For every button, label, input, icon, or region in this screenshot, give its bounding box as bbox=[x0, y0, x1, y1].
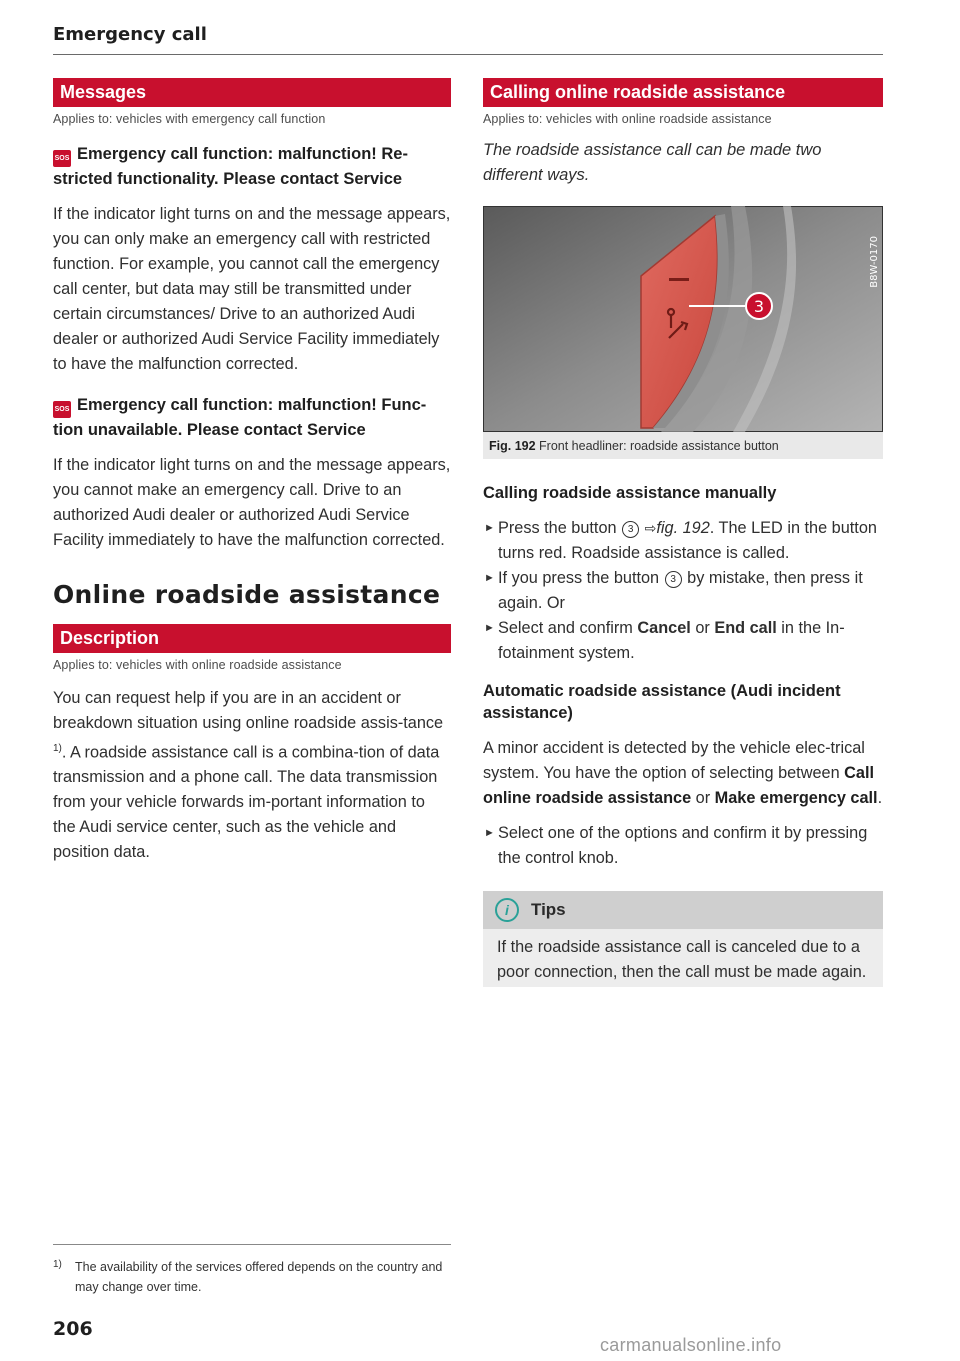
footnote-ref[interactable]: 1) bbox=[53, 743, 62, 754]
description-applies-to: Applies to: vehicles with online roadside assistance bbox=[53, 658, 342, 672]
bullet-arrow-icon: ► bbox=[484, 522, 495, 534]
manual-step-1: ► Press the button 3 ⇨fig. 192. The LED in the button turns red. Roadside assistance is called. bbox=[483, 516, 883, 566]
headliner-button-illustration bbox=[483, 206, 883, 432]
figure-code: B8W-0170 bbox=[869, 236, 880, 288]
left-column bbox=[53, 78, 451, 865]
message-1-title: SOS Emergency call function: malfunction! Re-stricted functionality. Please contact Service bbox=[53, 145, 408, 188]
button-3-ref-icon: 3 bbox=[622, 521, 639, 538]
tips-header: i Tips bbox=[483, 891, 883, 929]
fig-link[interactable]: fig. 192 bbox=[656, 519, 710, 537]
sos-icon: SOS bbox=[53, 150, 71, 167]
xref-arrow-icon: ⇨ bbox=[644, 520, 657, 536]
page-number: 206 bbox=[53, 1318, 93, 1340]
messages-section-title: Messages bbox=[53, 78, 451, 107]
tips-text: If the roadside assistance call is canceled due to a poor connection, then the call must be made again. bbox=[497, 938, 867, 981]
footnote bbox=[53, 1257, 451, 1297]
description-section-title: Description bbox=[53, 624, 451, 653]
bullet-arrow-icon: ► bbox=[484, 622, 495, 634]
right-column bbox=[483, 78, 883, 987]
messages-applies-to: Applies to: vehicles with emergency call function bbox=[53, 112, 326, 126]
message-2-title: SOS Emergency call function: malfunction! Func-tion unavailable. Please contact Service bbox=[53, 396, 427, 439]
svg-text:3: 3 bbox=[753, 297, 765, 316]
figure-caption: Fig. 192 Front headliner: roadside assistance button bbox=[489, 439, 779, 453]
automatic-heading: Automatic roadside assistance (Audi incident assistance) bbox=[483, 682, 841, 722]
automatic-step: ► Select one of the options and confirm it by pressing the control knob. bbox=[483, 821, 883, 871]
watermark: carmanualsonline.info bbox=[600, 1335, 782, 1355]
message-1-body: If the indicator light turns on and the message appears, you can only make an emergency call with restricted function. For example, you cannot call the emergency call center, but data may still be transmitted under certain circumstances/ Drive to an authorized Audi dealer or authorized Audi Service Facility immediately to have the malfunction corrected. bbox=[53, 205, 451, 373]
figure-192 bbox=[483, 206, 883, 459]
calling-applies-to: Applies to: vehicles with online roadside assistance bbox=[483, 112, 772, 126]
calling-intro: The roadside assistance call can be made two different ways. bbox=[483, 141, 822, 184]
manual-step-2: ► If you press the button 3 by mistake, then press it again. Or bbox=[483, 566, 883, 616]
page-header: Emergency call bbox=[53, 24, 883, 55]
button-3-ref-icon: 3 bbox=[665, 571, 682, 588]
footnote-mark: 1) bbox=[53, 1259, 62, 1270]
message-2-body: If the indicator light turns on and the message appears, you cannot make an emergency call. Drive to an authorized Audi dealer or authorized Audi Service Facility immediately to have the malfunction corrected. bbox=[53, 456, 451, 549]
manual-steps bbox=[483, 516, 883, 666]
footnote-text: The availability of the services offered depends on the country and may change over time. bbox=[75, 1260, 443, 1294]
manual-heading: Calling roadside assistance manually bbox=[483, 484, 777, 502]
manual-step-3: ► Select and confirm Cancel or End call in the In-fotainment system. bbox=[483, 616, 883, 666]
online-roadside-heading: Online roadside assistance bbox=[53, 580, 441, 609]
bullet-arrow-icon: ► bbox=[484, 572, 495, 584]
footnote-divider bbox=[53, 1244, 451, 1245]
sos-icon: SOS bbox=[53, 401, 71, 418]
info-icon: i bbox=[495, 898, 519, 922]
automatic-body: A minor accident is detected by the vehicle elec-trical system. You have the option of selecting between Call online roadside assistance or Make emergency call. bbox=[483, 739, 883, 807]
description-body: You can request help if you are in an accident or breakdown situation using online roadside assis-tance $^{1)}$. A roadside assistance call is a combina-tion of data transmission and a phone call. The data transmission from your vehicle forwards im-portant information to the Audi service center, such as the vehicle and position data. bbox=[53, 689, 444, 862]
calling-section-title: Calling online roadside assistance bbox=[483, 78, 883, 107]
tips-box bbox=[483, 891, 883, 987]
bullet-arrow-icon: ► bbox=[484, 827, 495, 839]
